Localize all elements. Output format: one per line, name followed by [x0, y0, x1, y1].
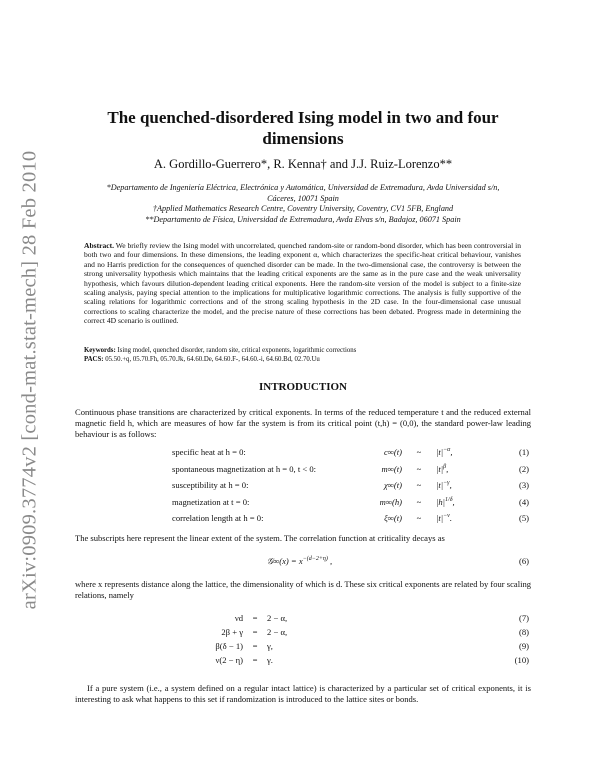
scaling-equals: = [252, 655, 258, 665]
equation-sim: ~ [416, 447, 422, 458]
scaling-relation-row [180, 653, 529, 667]
equation-number: (2) [518, 463, 529, 474]
abstract-label: Abstract. [84, 241, 114, 250]
equation-number: (9) [518, 641, 529, 651]
equation-lhs: χ∞(t) [383, 480, 402, 491]
scaling-rhs: 2 − α, [267, 613, 288, 623]
scaling-relation-row [180, 639, 529, 653]
keywords-text: Ising model, quenched disorder, random site, critical exponents, logarithmic corrections [117, 347, 357, 354]
scaling-equals: = [252, 641, 258, 651]
equation-row [172, 461, 529, 478]
scaling-lhs: ν(2 − η) [215, 655, 243, 665]
affiliations [100, 183, 506, 226]
equation-number: (7) [518, 613, 529, 623]
equation-label: specific heat at h = 0: [172, 447, 246, 458]
equation-rhs: $|t|^\beta$, [436, 463, 449, 474]
equation-lhs: c∞(t) [383, 447, 402, 458]
intro-paragraph-1: Continuous phase transitions are characterized by critical exponents. In terms of the reduced temperature t and the reduced external magnetic field h, which are measures of how far the system is from its critical point (t,h) = (0,0), the standard power-law leading behaviour is as follows: [75, 407, 531, 440]
intro-paragraph-4: If a pure system (i.e., a system defined on a regular intact lattice) is characterized by a particular set of critical exponents, it is interesting to ask what happens to this set if randomization is introduced to the lattice sites or bonds. [75, 683, 531, 705]
abstract [84, 241, 521, 326]
scaling-lhs: 2β + γ [221, 627, 243, 637]
scaling-relation-row [180, 625, 529, 639]
equation-number: (10) [514, 655, 529, 665]
equation-label: susceptibility at h = 0: [172, 480, 249, 491]
equation-number: (4) [518, 496, 529, 507]
equation-rhs: $|h|^{1/\delta}$, [436, 496, 455, 507]
intro-paragraph-3: where x represents distance along the lattice, the dimensionality of which is d. These six critical exponents are related by four scaling relations, namely [75, 579, 531, 601]
equation-label: correlation length at h = 0: [172, 513, 264, 524]
equation-row [172, 477, 529, 494]
equation-lhs: m∞(h) [379, 496, 402, 507]
equation-6-body: 𝒢∞(x) = $x^{-(d-2+\eta)}$ , [267, 556, 333, 566]
pacs-text: 05.50.+q, 05.70.Fh, 05.70.Jk, 64.60.De, 64.60.F-, 64.60.-i, 64.60.Bd, 02.70.Uu [105, 356, 320, 363]
keywords-block [84, 346, 521, 364]
equation-row [172, 444, 529, 461]
equation-number: (8) [518, 627, 529, 637]
equation-row [172, 494, 529, 511]
equation-sim: ~ [416, 480, 422, 491]
scaling-lhs: β(δ − 1) [215, 641, 243, 651]
equation-row [172, 510, 529, 527]
scaling-equals: = [252, 613, 258, 623]
scaling-equals: = [252, 627, 258, 637]
intro-paragraph-2: The subscripts here represent the linear extent of the system. The correlation function at criticality decays as [75, 533, 445, 543]
paper-title: The quenched-disordered Ising model in two and four dimensions [107, 108, 499, 148]
scaling-rhs: 2 − α, [267, 627, 288, 637]
scaling-lhs: νd [234, 613, 243, 623]
equation-6-number: (6) [518, 556, 529, 566]
affiliation-1: *Departamento de Ingeniería Eléctrica, Electrónica y Automática, Universidad de Extremadura, Avda Universidad s/n, Cáceres, 10071 Spain [106, 183, 500, 203]
equation-label: magnetization at t = 0: [172, 496, 250, 507]
equation-lhs: ξ∞(t) [384, 513, 402, 524]
equation-label: spontaneous magnetization at h = 0, t < 0: [172, 463, 317, 474]
equation-sim: ~ [416, 463, 422, 474]
equation-rhs: $|t|^{-\gamma}$, [436, 480, 452, 491]
author-list: A. Gordillo-Guerrero*, R. Kenna† and J.J. Ruiz-Lorenzo** [153, 157, 453, 171]
pacs-line [84, 355, 521, 364]
scaling-relation-row [180, 611, 529, 625]
section-heading: INTRODUCTION [258, 381, 347, 393]
affiliation-2: †Applied Mathematics Research Centre, Coventry University, Coventry, CV1 5FB, England [152, 204, 454, 214]
equation-sim: ~ [416, 513, 422, 524]
equation-sim: ~ [416, 496, 422, 507]
abstract-text: We briefly review the Ising model with uncorrelated, quenched random-site or random-bond disorder, which has been controversial in both two and four dimensions. In these dimensions, the leading exponent α, which characterizes the specific-heat critical behaviour, vanishes and no Harris prediction for the consequences of quenched disorder can be made. In the two-dimensional case, the controversy is between the strong universality hypothesis which maintains that the leading critical exponents are the same as in the pure case and the weak universality hypothesis, which favours dilution-dependent leading critical exponents. Here the random-site version of the model is subject to a finite-size scaling analysis, paying special attention to the implications for multiplicative logarithmic corrections. The analysis is fully supportive of the scaling relations for logarithmic corrections and of the strong scaling hypothesis in the 2D case. In the four-dimensional case unusual corrections to scaling characterize the model, and the precise nature of these corrections has been debated. Progress made in determining the correct 4D scenario is outlined. [84, 241, 521, 326]
equation-number: (1) [518, 447, 529, 458]
equation-lhs: m∞(t) [381, 463, 402, 474]
arxiv-side-stamp: arXiv:0909.3774v2 [cond-mat.stat-mech] 28 Feb 2010 [18, 150, 41, 610]
scaling-relations [180, 611, 529, 667]
equation-rhs: $|t|^{-\alpha}$, [436, 447, 453, 458]
keywords-line [84, 346, 521, 355]
pacs-label: PACS: [84, 356, 104, 363]
equation-number: (5) [518, 513, 529, 524]
equation-number: (3) [518, 480, 529, 491]
scaling-rhs: γ. [267, 655, 273, 665]
scaling-rhs: γ, [267, 641, 273, 651]
critical-behaviour-equations [172, 444, 529, 527]
affiliation-3: **Departamento de Física, Universidad de Extremadura, Avda Elvas s/n, Badajoz, 06071 Spain [145, 215, 461, 225]
keywords-label: Keywords: [84, 347, 116, 354]
equation-rhs: $|t|^{-\nu}$. [436, 513, 453, 524]
